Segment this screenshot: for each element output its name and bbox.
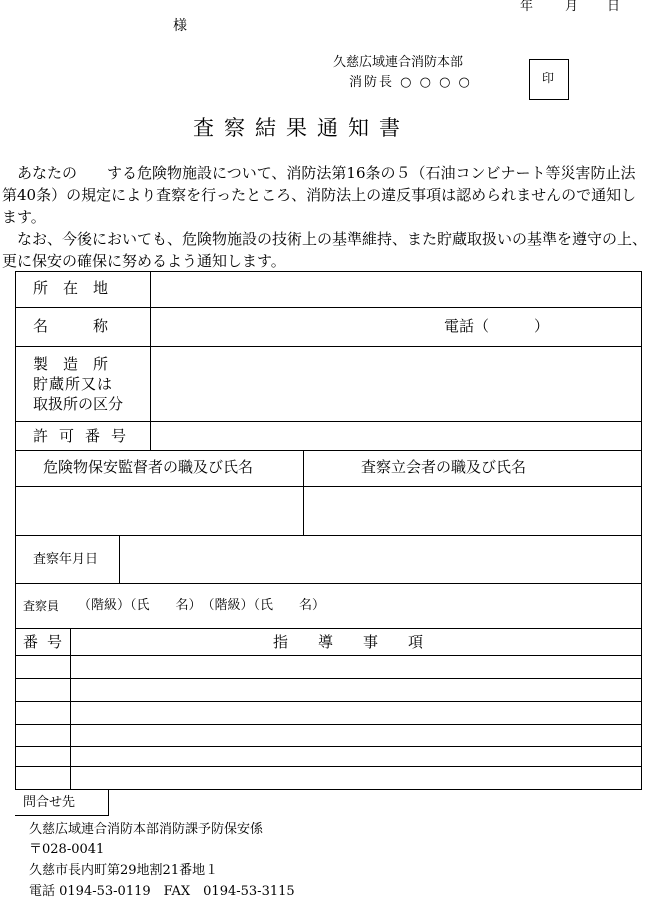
number-label: 番号 <box>23 633 72 651</box>
body-paragraph-1: あなたの する危険物施設について、消防法第16条の５（石油コンビナート等災害防止法第40条）の規定により査察を行ったところ、消防法上の違反事項は認められませんので通知します。 <box>2 164 637 226</box>
page-title: 査察結果通知書 <box>193 116 410 140</box>
seal-label: 印 <box>542 71 555 85</box>
contact-phone-fax: 電話 0194-53-0119 FAX 0194-53-3115 <box>29 884 295 899</box>
inspector-fields: （階級）（氏 名） （階級）（氏 名） <box>78 598 326 613</box>
addressee-suffix: 様 <box>173 18 187 34</box>
body-text <box>2 162 647 272</box>
facility-label-3: 取扱所の区分 <box>33 395 124 413</box>
date-day: 日 <box>607 0 621 14</box>
name-label: 名 称 <box>33 317 109 335</box>
inspector-label: 査察員 <box>23 599 60 613</box>
seal-box <box>529 59 569 100</box>
issuer-title: 消防長 ○ ○ ○ ○ <box>349 75 472 90</box>
guidance-label: 指 導 事 項 <box>273 633 424 651</box>
date-month: 月 <box>565 0 579 14</box>
issuer-org: 久慈広域連合消防本部 <box>333 55 464 70</box>
body-paragraph-2: なお、今後においても、危険物施設の技術上の基準維持、また貯蔵取扱いの基準を遵守の上、更に保安の確保に努めるよう通知します。 <box>2 230 648 270</box>
contact-label: 問合せ先 <box>23 795 76 810</box>
contact-address: 久慈市長内町第29地割21番地１ <box>29 863 219 878</box>
facility-label-1: 製 造 所 <box>33 355 109 373</box>
permit-label: 許可番号 <box>33 427 138 445</box>
facility-label-2: 貯蔵所又は <box>33 375 114 393</box>
witness-label: 査察立会者の職及び氏名 <box>361 458 527 476</box>
inspection-date-label: 査察年月日 <box>33 552 99 567</box>
phone-label: 電話（ ） <box>444 317 550 335</box>
contact-postal: 〒028-0041 <box>29 842 105 857</box>
supervisor-label: 危険物保安監督者の職及び氏名 <box>43 458 254 476</box>
date-year: 年 <box>520 0 534 14</box>
location-label: 所 在 地 <box>33 279 109 297</box>
contact-dept: 久慈広域連合消防本部消防課予防保安係 <box>29 822 264 837</box>
